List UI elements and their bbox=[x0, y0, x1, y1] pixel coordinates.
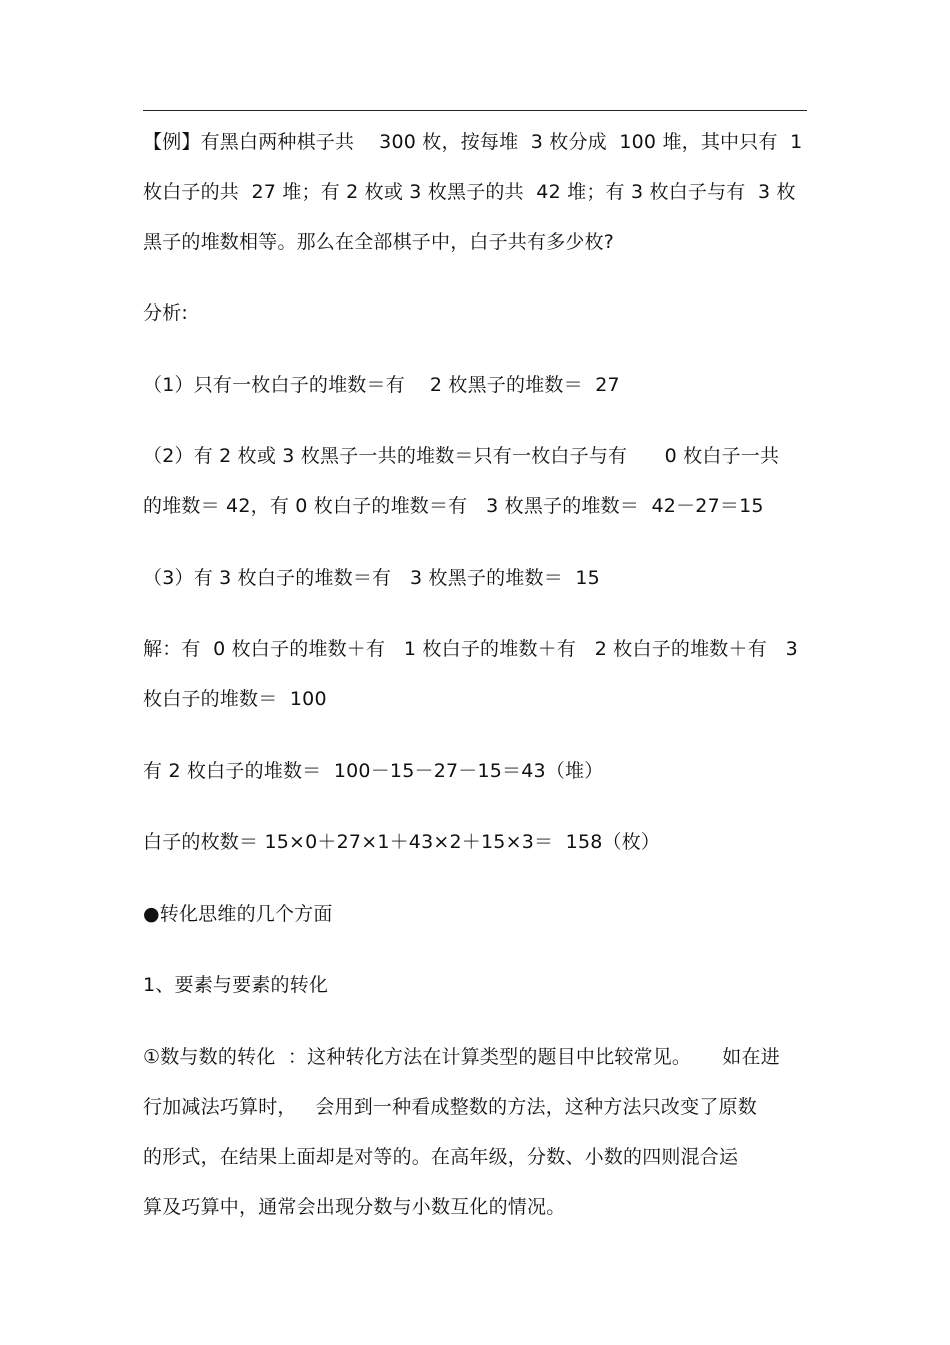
solution-line-2: 枚白子的堆数＝ 100 bbox=[143, 688, 327, 710]
problem-line-3: 黑子的堆数相等。那么在全部棋子中，白子共有多少枚? bbox=[143, 231, 615, 253]
solution-line-3: 有 2 枚白子的堆数＝ 100－15－27－15＝43（堆） bbox=[143, 760, 604, 782]
paragraph-line-2: 行加减法巧算时， 会用到一种看成整数的方法，这种方法只改变了原数 bbox=[143, 1096, 757, 1118]
paragraph-line-4: 算及巧算中，通常会出现分数与小数互化的情况。 bbox=[143, 1196, 566, 1218]
analysis-step-3: （3）有 3 枚白子的堆数＝有 3 枚黑子的堆数＝ 15 bbox=[143, 567, 600, 589]
solution-line-4: 白子的枚数＝ 15×0＋27×1＋43×2＋15×3＝ 158（枚） bbox=[143, 831, 661, 853]
problem-line-1: 【例】有黑白两种棋子共 300 枚，按每堆 3 枚分成 100 堆，其中只有 1 bbox=[143, 131, 803, 153]
header-rule bbox=[143, 110, 807, 111]
analysis-step-1: （1）只有一枚白子的堆数＝有 2 枚黑子的堆数＝ 27 bbox=[143, 374, 620, 396]
paragraph-line-1: ①数与数的转化 ：这种转化方法在计算类型的题目中比较常见。 如在进 bbox=[143, 1046, 780, 1068]
solution-line-1: 解：有 0 枚白子的堆数＋有 1 枚白子的堆数＋有 2 枚白子的堆数＋有 3 bbox=[143, 638, 798, 660]
subsection-heading: 1、要素与要素的转化 bbox=[143, 974, 329, 996]
paragraph-line-3: 的形式，在结果上面却是对等的。在高年级，分数、小数的四则混合运 bbox=[143, 1146, 739, 1168]
analysis-step-2-line-1: （2）有 2 枚或 3 枚黑子一共的堆数＝只有一枚白子与有 0 枚白子一共 bbox=[143, 445, 780, 467]
analysis-step-2-line-2: 的堆数＝ 42，有 0 枚白子的堆数＝有 3 枚黑子的堆数＝ 42－27＝15 bbox=[143, 495, 764, 517]
section-heading: ●转化思维的几个方面 bbox=[143, 903, 333, 925]
analysis-heading: 分析: bbox=[143, 302, 189, 324]
problem-line-2: 枚白子的共 27 堆；有 2 枚或 3 枚黑子的共 42 堆；有 3 枚白子与有 3 枚 bbox=[143, 181, 796, 203]
